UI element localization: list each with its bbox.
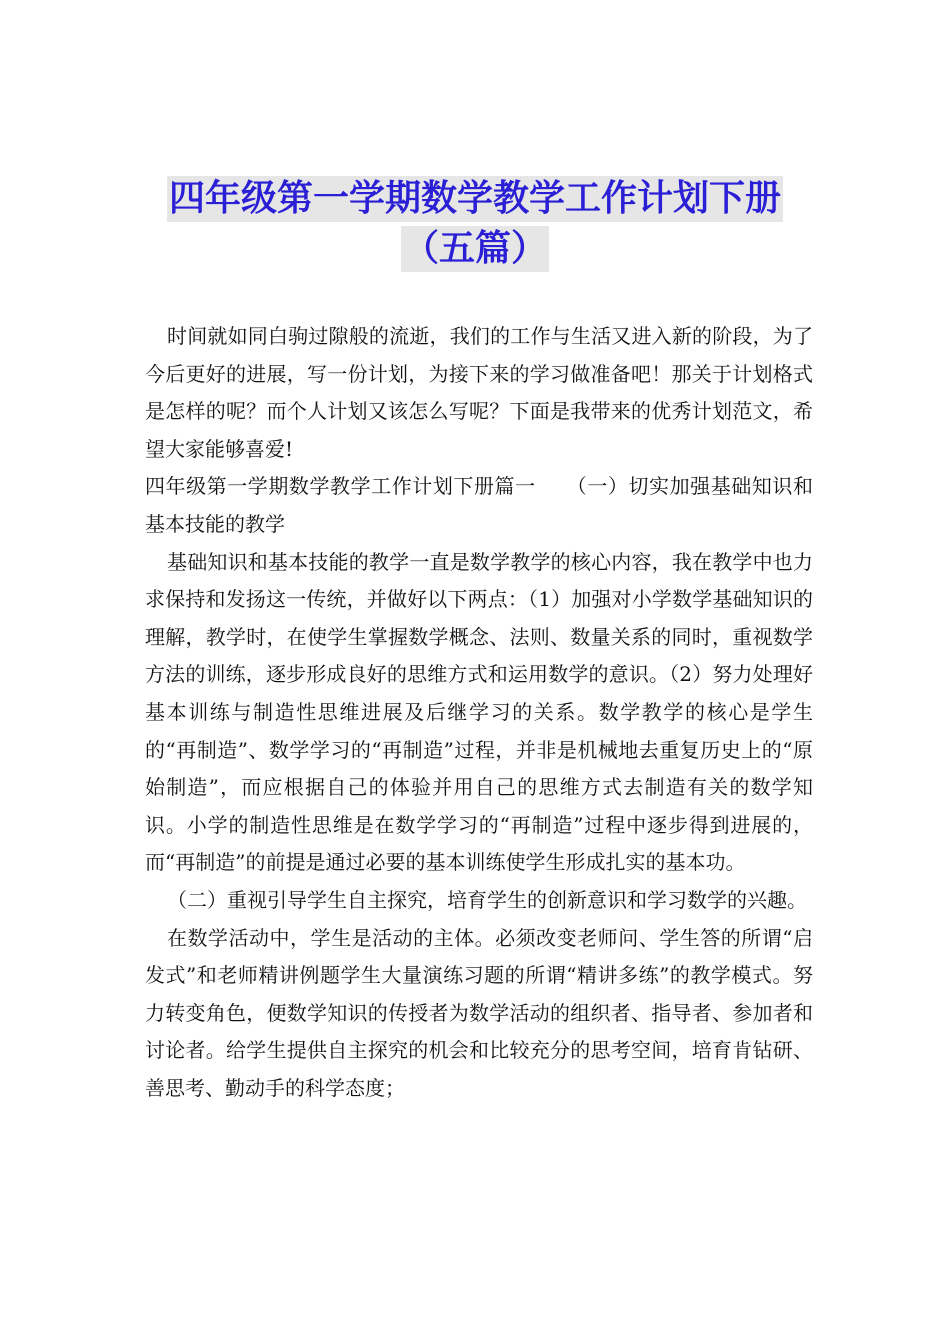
title-line-2: （五篇）: [401, 226, 549, 272]
document-body: [145, 318, 813, 1107]
document-title: [100, 176, 850, 276]
section-heading-paragraph: 四年级第一学期数学教学工作计划下册篇一 （一）切实加强基础知识和基本技能的教学: [145, 474, 813, 536]
intro-paragraph: 时间就如同白驹过隙般的流逝，我们的工作与生活又进入新的阶段，为了今后更好的进展，写一份计划，为接下来的学习做准备吧！那关于计划格式是怎样的呢？而个人计划又该怎么写呢？下面是我带来的优秀计划范文，希望大家能够喜爱!: [145, 324, 813, 461]
title-line-1: 四年级第一学期数学教学工作计划下册: [167, 176, 783, 222]
section-two-heading: （二）重视引导学生自主探究，培育学生的创新意识和学习数学的兴趣。: [167, 887, 807, 912]
math-activity-paragraph: 在数学活动中，学生是活动的主体。必须改变老师问、学生答的所谓“启发式”和老师精讲例题学生大量演练习题的所谓“精讲多练”的教学模式。努力转变角色，便数学知识的传授者为数学活动的组织者、指导者、参加者和讨论者。给学生提供自主探究的机会和比较充分的思考空间，培育肯钻研、善思考、勤动手的科学态度；: [145, 925, 813, 1100]
basic-knowledge-paragraph: 基础知识和基本技能的教学一直是数学教学的核心内容，我在教学中也力求保持和发扬这一传统，并做好以下两点：（1）加强对小学数学基础知识的理解，教学时，在使学生掌握数学概念、法则、数量关系的同时，重视数学方法的训练，逐步形成良好的思维方式和运用数学的意识。（2）努力处理好基本训练与制造性思维进展及后继学习的关系。数学教学的核心是学生的“再制造”、数学学习的“再制造”过程，并非是机械地去重复历史上的“原始制造”，而应根据自己的体验并用自己的思维方式去制造有关的数学知识。小学的制造性思维是在数学学习的“再制造”过程中逐步得到进展的，而“再制造”的前提是通过必要的基本训练使学生形成扎实的基本功。: [145, 549, 813, 875]
